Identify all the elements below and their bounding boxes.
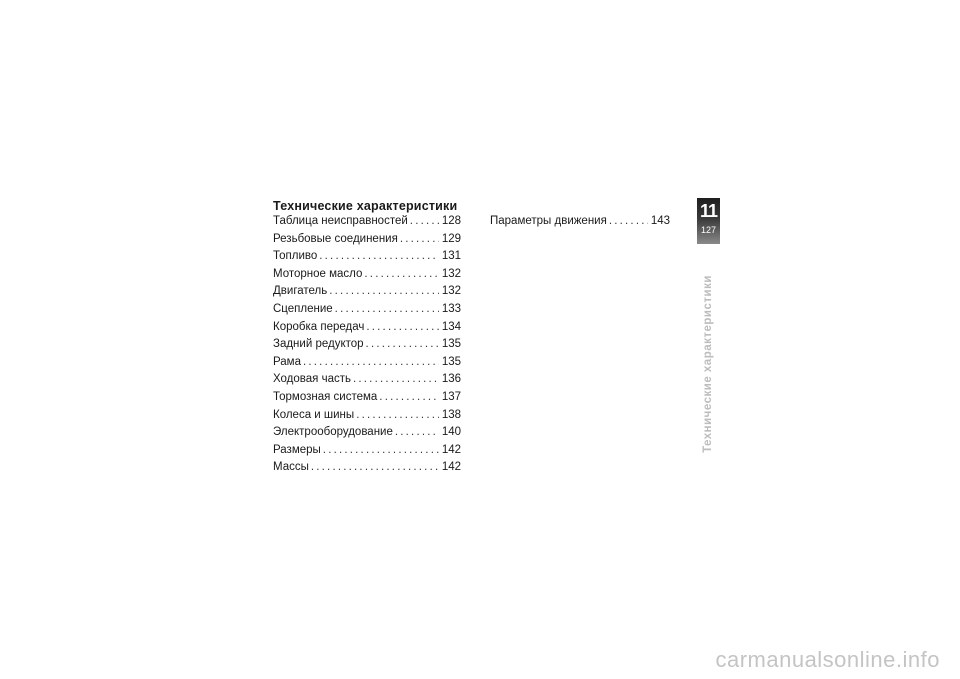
- toc-entry-title: Размеры: [273, 443, 321, 456]
- toc-entry-page: 131: [441, 250, 461, 263]
- toc-entry-title: Рама: [273, 355, 301, 368]
- toc-leader: [366, 336, 439, 354]
- toc-entry-title: Топливо: [273, 250, 318, 263]
- toc-row[interactable]: [273, 336, 461, 354]
- toc-entry-title: Двигатель: [273, 285, 328, 298]
- toc-leader: [323, 442, 439, 460]
- chapter-tab: [697, 198, 720, 244]
- toc-entry-page: 132: [441, 267, 461, 280]
- toc-leader: [364, 266, 439, 284]
- toc-row[interactable]: [273, 231, 461, 249]
- toc-leader: [356, 407, 439, 425]
- toc-entry-page: 135: [441, 338, 461, 351]
- toc-row[interactable]: [273, 407, 461, 425]
- toc-entry-page: 135: [441, 355, 461, 368]
- toc-entry-title: Задний редуктор: [273, 338, 364, 351]
- toc-leader: [303, 354, 439, 372]
- toc-entry-title: Тормозная система: [273, 390, 378, 403]
- toc-row[interactable]: [273, 442, 461, 460]
- toc-entry-page: 143: [650, 215, 670, 227]
- toc-entry-page: 136: [441, 373, 461, 386]
- toc-row[interactable]: [273, 301, 461, 319]
- toc-entry-title: Моторное масло: [273, 267, 363, 280]
- toc-entry-page: 138: [441, 408, 461, 421]
- toc-entry-page: 140: [441, 426, 461, 439]
- toc-entry-page: 128: [441, 215, 461, 227]
- toc-row[interactable]: [273, 248, 461, 266]
- toc-leader: [395, 424, 439, 442]
- toc-entry-title: Резьбовые соединения: [273, 232, 398, 245]
- toc-leader: [319, 248, 439, 266]
- toc-leader: [366, 319, 439, 337]
- toc-leader: [329, 283, 439, 301]
- chapter-number: 11: [699, 201, 718, 221]
- toc-leader: [379, 389, 439, 407]
- toc-entry-title: Массы: [273, 461, 309, 474]
- toc-row[interactable]: [273, 266, 461, 284]
- toc-row[interactable]: [273, 459, 461, 477]
- toc-row[interactable]: [273, 283, 461, 301]
- toc-entry-title: Ходовая часть: [273, 373, 351, 386]
- watermark: carmanualsonline.info: [715, 647, 940, 672]
- toc-entry-page: 133: [441, 302, 461, 315]
- toc-entry-title: Таблица неисправностей: [273, 215, 408, 227]
- toc-right-column: [490, 213, 670, 231]
- toc-entry-page: 137: [441, 390, 461, 403]
- toc-leader: [335, 301, 439, 319]
- toc-leader: [410, 213, 439, 231]
- toc-entry-title: Электрооборудование: [273, 426, 393, 439]
- toc-entry-title: Сцепление: [273, 302, 333, 315]
- toc-left-column: [273, 213, 461, 477]
- toc-entry-title: Параметры движения: [490, 215, 607, 227]
- page-number: 127: [700, 225, 717, 235]
- toc-row[interactable]: [273, 354, 461, 372]
- toc-row[interactable]: [273, 371, 461, 389]
- toc-entry-title: Колеса и шины: [273, 408, 355, 421]
- toc-entry-page: 142: [441, 443, 461, 456]
- toc-entry-page: 129: [441, 232, 461, 245]
- page-title: Технические характеристики: [273, 199, 458, 213]
- toc-leader: [311, 459, 439, 477]
- toc-row[interactable]: [273, 389, 461, 407]
- toc-row[interactable]: [273, 213, 461, 231]
- toc-leader: [353, 371, 439, 389]
- toc-entry-page: 134: [441, 320, 461, 333]
- toc-row[interactable]: [273, 319, 461, 337]
- toc-row[interactable]: [490, 213, 670, 231]
- toc-row[interactable]: [273, 424, 461, 442]
- toc-entry-page: 132: [441, 285, 461, 298]
- toc-entry-page: 142: [441, 461, 461, 474]
- toc-entry-title: Коробка передач: [273, 320, 365, 333]
- toc-leader: [609, 213, 648, 231]
- side-chapter-label: Технические характеристики: [702, 275, 714, 453]
- toc-leader: [400, 231, 439, 249]
